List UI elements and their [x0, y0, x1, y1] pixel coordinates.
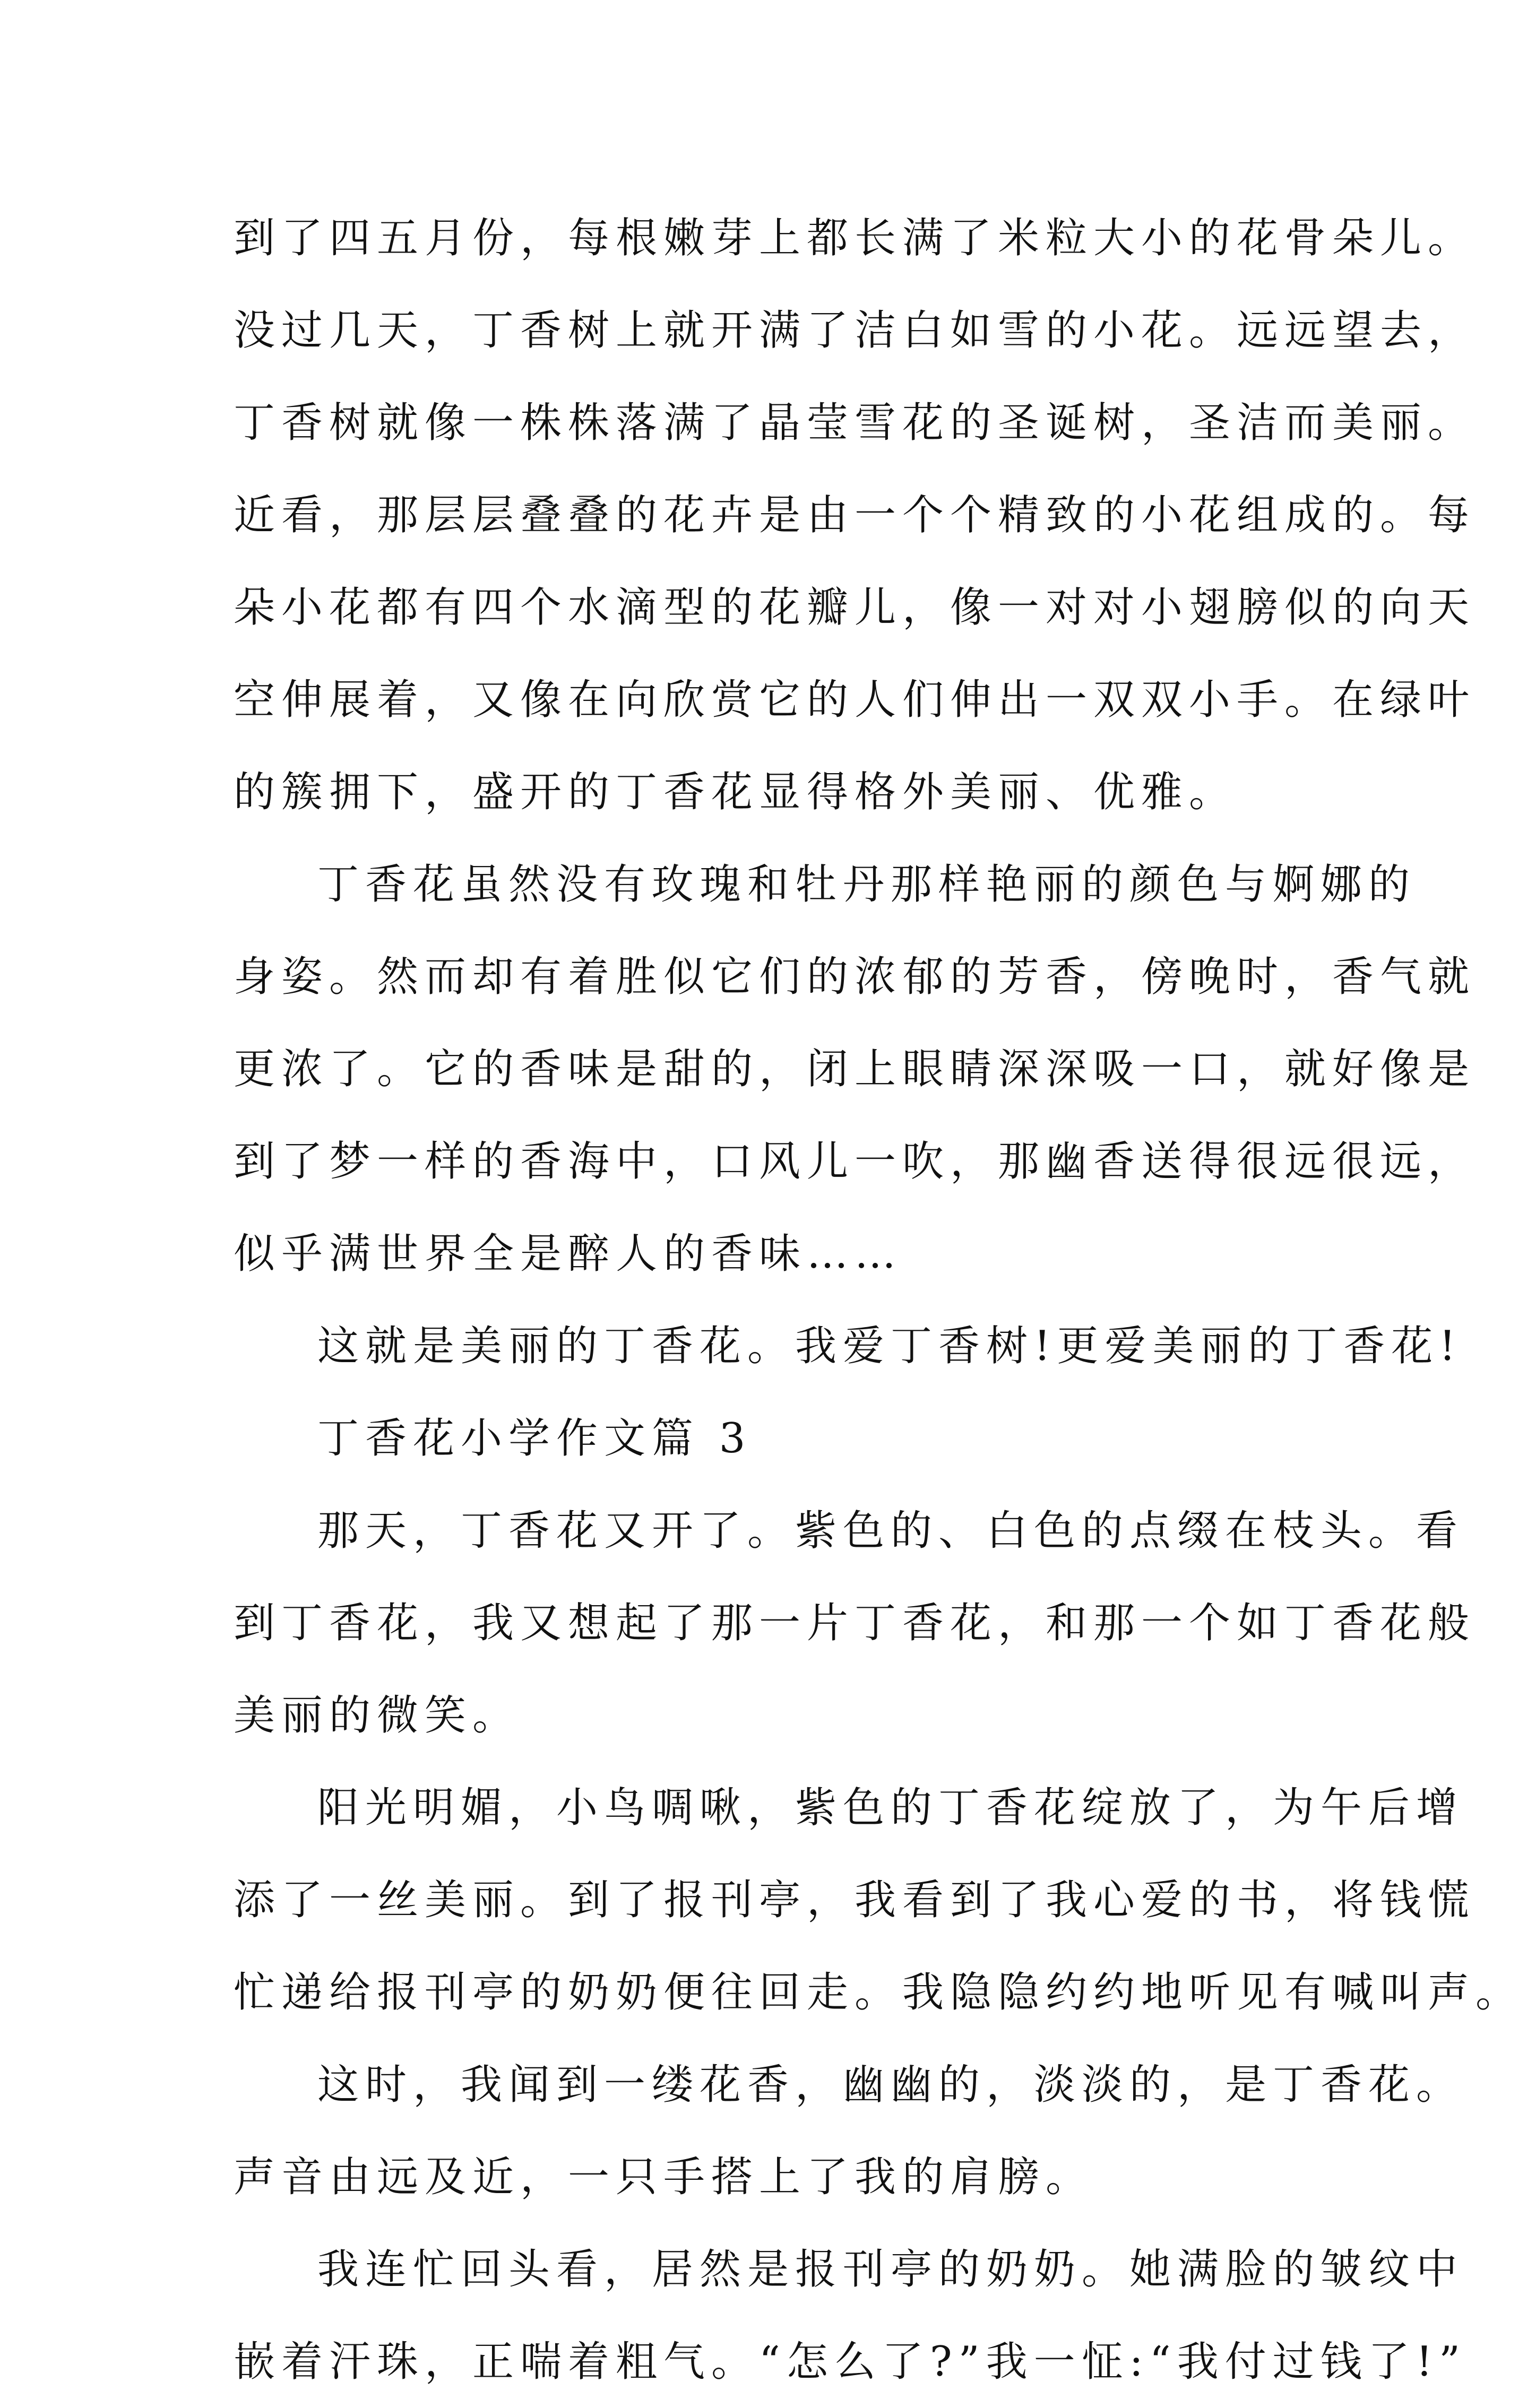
- text-line: 没过几天，丁香树上就开满了洁白如雪的小花。远远望去，: [234, 307, 1476, 354]
- text-line: 到了梦一样的香海中，口风儿一吹，那幽香送得很远很远，: [234, 1138, 1476, 1185]
- text-line: 添了一丝美丽。到了报刊亭，我看到了我心爱的书，将钱慌: [234, 1876, 1476, 1924]
- text-line: 似乎满世界全是醉人的香味……: [234, 1230, 903, 1278]
- text-line: 空伸展着，又像在向欣赏它的人们伸出一双双小手。在绿叶: [234, 676, 1476, 724]
- text-line: 身姿。然而却有着胜似它们的浓郁的芳香，傍晚时，香气就: [234, 953, 1476, 1001]
- text-line: 到了四五月份，每根嫩芽上都长满了米粒大小的花骨朵儿。: [234, 214, 1476, 262]
- text-line: 嵌着汗珠，正喘着粗气。“怎么了?”我一怔:“我付过钱了!”: [234, 2338, 1466, 2386]
- section-heading: 丁香花小学作文篇 3: [317, 1415, 752, 1462]
- document-body: [234, 192, 1524, 2408]
- text-line: 丁香树就像一株株落满了晶莹雪花的圣诞树，圣洁而美丽。: [234, 399, 1476, 447]
- text-line: 近看，那层层叠叠的花卉是由一个个精致的小花组成的。每: [234, 491, 1476, 539]
- text-line: 更浓了。它的香味是甜的，闭上眼睛深深吸一口，就好像是: [234, 1045, 1476, 1093]
- text-line: 忙递给报刊亭的奶奶便往回走。我隐隐约约地听见有喊叫声。: [234, 1969, 1524, 2016]
- paragraph-start-line: 那天，丁香花又开了。紫色的、白色的点缀在枝头。看: [317, 1507, 1464, 1555]
- text-line: 朵小花都有四个水滴型的花瓣儿，像一对对小翅膀似的向天: [234, 584, 1476, 631]
- text-line: 美丽的微笑。: [234, 1692, 521, 1739]
- paragraph-start-line: 这就是美丽的丁香花。我爱丁香树!更爱美丽的丁香花!: [317, 1322, 1462, 1370]
- text-line: 到丁香花，我又想起了那一片丁香花，和那一个如丁香花般: [234, 1599, 1476, 1647]
- paragraph-start-line: 阳光明媚，小鸟啁啾，紫色的丁香花绽放了，为午后增: [317, 1784, 1464, 1832]
- text-line: 的簇拥下，盛开的丁香花显得格外美丽、优雅。: [234, 768, 1237, 816]
- paragraph-start-line: 我连忙回头看，居然是报刊亭的奶奶。她满脸的皱纹中: [317, 2246, 1464, 2293]
- paragraph-start-line: 丁香花虽然没有玫瑰和牡丹那样艳丽的颜色与婀娜的: [317, 861, 1417, 908]
- text-line: 声音由远及近，一只手搭上了我的肩膀。: [234, 2153, 1094, 2201]
- paragraph-start-line: 这时，我闻到一缕花香，幽幽的，淡淡的，是丁香花。: [317, 2061, 1464, 2109]
